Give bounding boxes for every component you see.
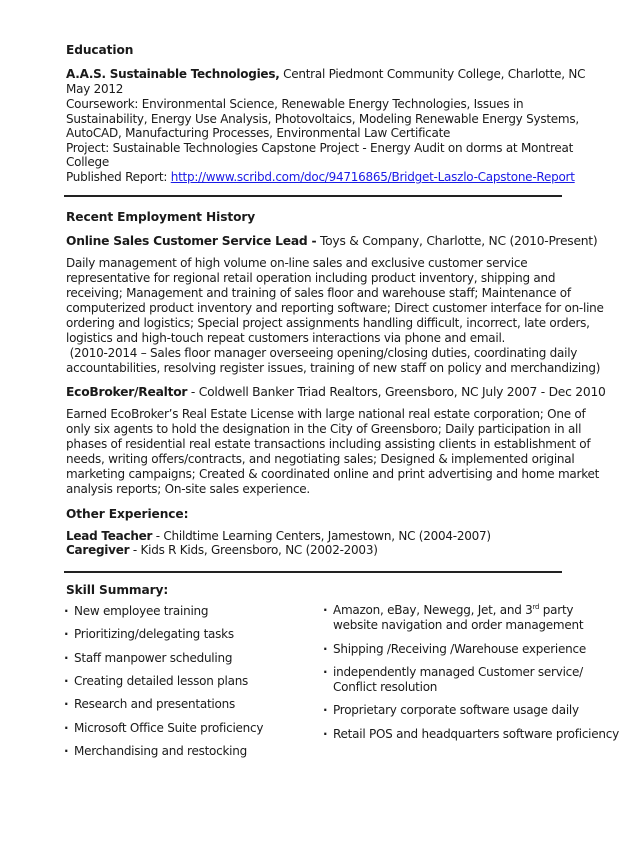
degree-date: May 2012 xyxy=(66,82,124,96)
published-report-link[interactable]: http://www.scribd.com/doc/94716865/Bridget-Laszlo-Capstone-Report xyxy=(170,170,575,184)
skill-item: · independently managed Customer service/ Conflict resolution xyxy=(323,665,583,694)
job-2-title: EcoBroker/Realtor xyxy=(66,385,188,399)
bullet-icon: · xyxy=(64,721,69,735)
skill-item: · Research and presentations xyxy=(64,697,235,711)
bullet-icon: · xyxy=(323,642,328,656)
job-2-line: analysis reports; On-site sales experience. xyxy=(66,482,310,496)
job-1-line: computerized product inventory and reporting software; Direct customer interface for on-line xyxy=(66,301,604,315)
bullet-icon: · xyxy=(64,627,69,641)
skill-item: · Staff manpower scheduling xyxy=(64,651,233,665)
bullet-icon: · xyxy=(64,744,69,758)
section-divider xyxy=(64,195,562,197)
job-1-detail: Toys & Company, Charlotte, NC (2010-Present) xyxy=(316,234,598,248)
published-report-label: Published Report: xyxy=(66,170,171,184)
other-item-2 xyxy=(66,543,378,558)
published-report-line xyxy=(66,170,575,185)
bullet-icon: · xyxy=(64,674,69,688)
job-2-line: marketing campaigns; Created & coordinated online and print advertising and home market xyxy=(66,467,600,481)
job-1-line: receiving; Management and training of sales floor and warehouse staff; Maintenance of xyxy=(66,286,571,300)
bullet-icon: · xyxy=(323,665,328,679)
project-line-1: Project: Sustainable Technologies Capstone Project - Energy Audit on dorms at Montreat xyxy=(66,141,574,155)
other-item-2-title: Caregiver xyxy=(66,543,130,557)
bullet-icon: · xyxy=(64,697,69,711)
job-2-line: needs, writing offers/contracts, and negotiating sales; Designed & implemented original xyxy=(66,452,575,466)
job-2-detail: - Coldwell Banker Triad Realtors, Greensboro, NC July 2007 - Dec 2010 xyxy=(187,385,606,399)
skill-item: · Retail POS and headquarters software proficiency xyxy=(323,727,619,741)
skill-item: · Merchandising and restocking xyxy=(64,744,247,758)
section-divider xyxy=(64,571,562,573)
skill-item: · New employee training xyxy=(64,604,209,618)
skill-item: · Prioritizing/delegating tasks xyxy=(64,627,234,641)
other-item-2-detail: - Kids R Kids, Greensboro, NC (2002-2003) xyxy=(129,543,378,557)
skill-item: · Microsoft Office Suite proficiency xyxy=(64,721,264,735)
other-item-1-detail: - Childtime Learning Centers, Jamestown, NC (2004-2007) xyxy=(152,529,491,543)
degree-school: Central Piedmont Community College, Charlotte, NC xyxy=(279,67,586,81)
coursework-line-2: Sustainability, Energy Use Analysis, Photovoltaics, Modeling Renewable Energy Systems, xyxy=(66,112,579,126)
skill-item: · Creating detailed lesson plans xyxy=(64,674,249,688)
other-item-1 xyxy=(66,529,491,544)
job-1-header xyxy=(66,234,597,249)
other-item-1-title: Lead Teacher xyxy=(66,529,153,543)
degree-title: A.A.S. Sustainable Technologies, xyxy=(66,67,280,81)
job-2-line: only six agents to hold the designation in the City of Greensboro; Daily participation in all xyxy=(66,422,582,436)
skill-item: · Proprietary corporate software usage daily xyxy=(323,703,579,717)
bullet-icon: · xyxy=(323,603,328,617)
job-2-header xyxy=(66,385,606,400)
job-1-line: representative for regional retail operation including product inventory, shipping and xyxy=(66,271,556,285)
job-1-title: Online Sales Customer Service Lead - xyxy=(66,234,317,248)
job-2-description xyxy=(66,407,599,497)
job-1-line: Daily management of high volume on-line sales and exclusive customer service xyxy=(66,256,528,270)
skill-summary-heading: Skill Summary: xyxy=(66,583,169,597)
bullet-icon: · xyxy=(323,703,328,717)
employment-heading: Recent Employment History xyxy=(66,210,256,224)
coursework-line-3: AutoCAD, Manufacturing Processes, Environmental Law Certificate xyxy=(66,126,451,140)
project-line-2: College xyxy=(66,155,110,169)
bullet-icon: · xyxy=(64,604,69,618)
degree-line xyxy=(66,67,585,82)
skill-item: · Shipping /Receiving /Warehouse experience xyxy=(323,642,586,656)
bullet-icon: · xyxy=(323,727,328,741)
other-experience-heading: Other Experience: xyxy=(66,507,189,521)
job-1-line: logistics and high-touch repeat customers interactions via phone and email. xyxy=(66,331,506,345)
job-1-description xyxy=(66,256,604,376)
coursework-line-1: Coursework: Environmental Science, Renewable Energy Technologies, Issues in xyxy=(66,97,524,111)
skill-item: · Amazon, eBay, Newegg, Jet, and 3rd party website navigation and order management xyxy=(323,603,584,632)
job-1-line: accountabilities, resolving register issues, training of new staff on policy and merchandizing) xyxy=(66,361,601,375)
job-1-line: ordering and logistics; Special project assignments handling difficult, incorrect, late orders, xyxy=(66,316,590,330)
job-1-line: (2010-2014 – Sales floor manager overseeing opening/closing duties, coordinating daily xyxy=(66,346,578,360)
job-2-line: phases of residential real estate transactions including assisting clients in establishment of xyxy=(66,437,591,451)
education-heading: Education xyxy=(66,43,134,57)
job-2-line: Earned EcoBroker’s Real Estate License with large national real estate corporation; One of xyxy=(66,407,586,421)
bullet-icon: · xyxy=(64,651,69,665)
